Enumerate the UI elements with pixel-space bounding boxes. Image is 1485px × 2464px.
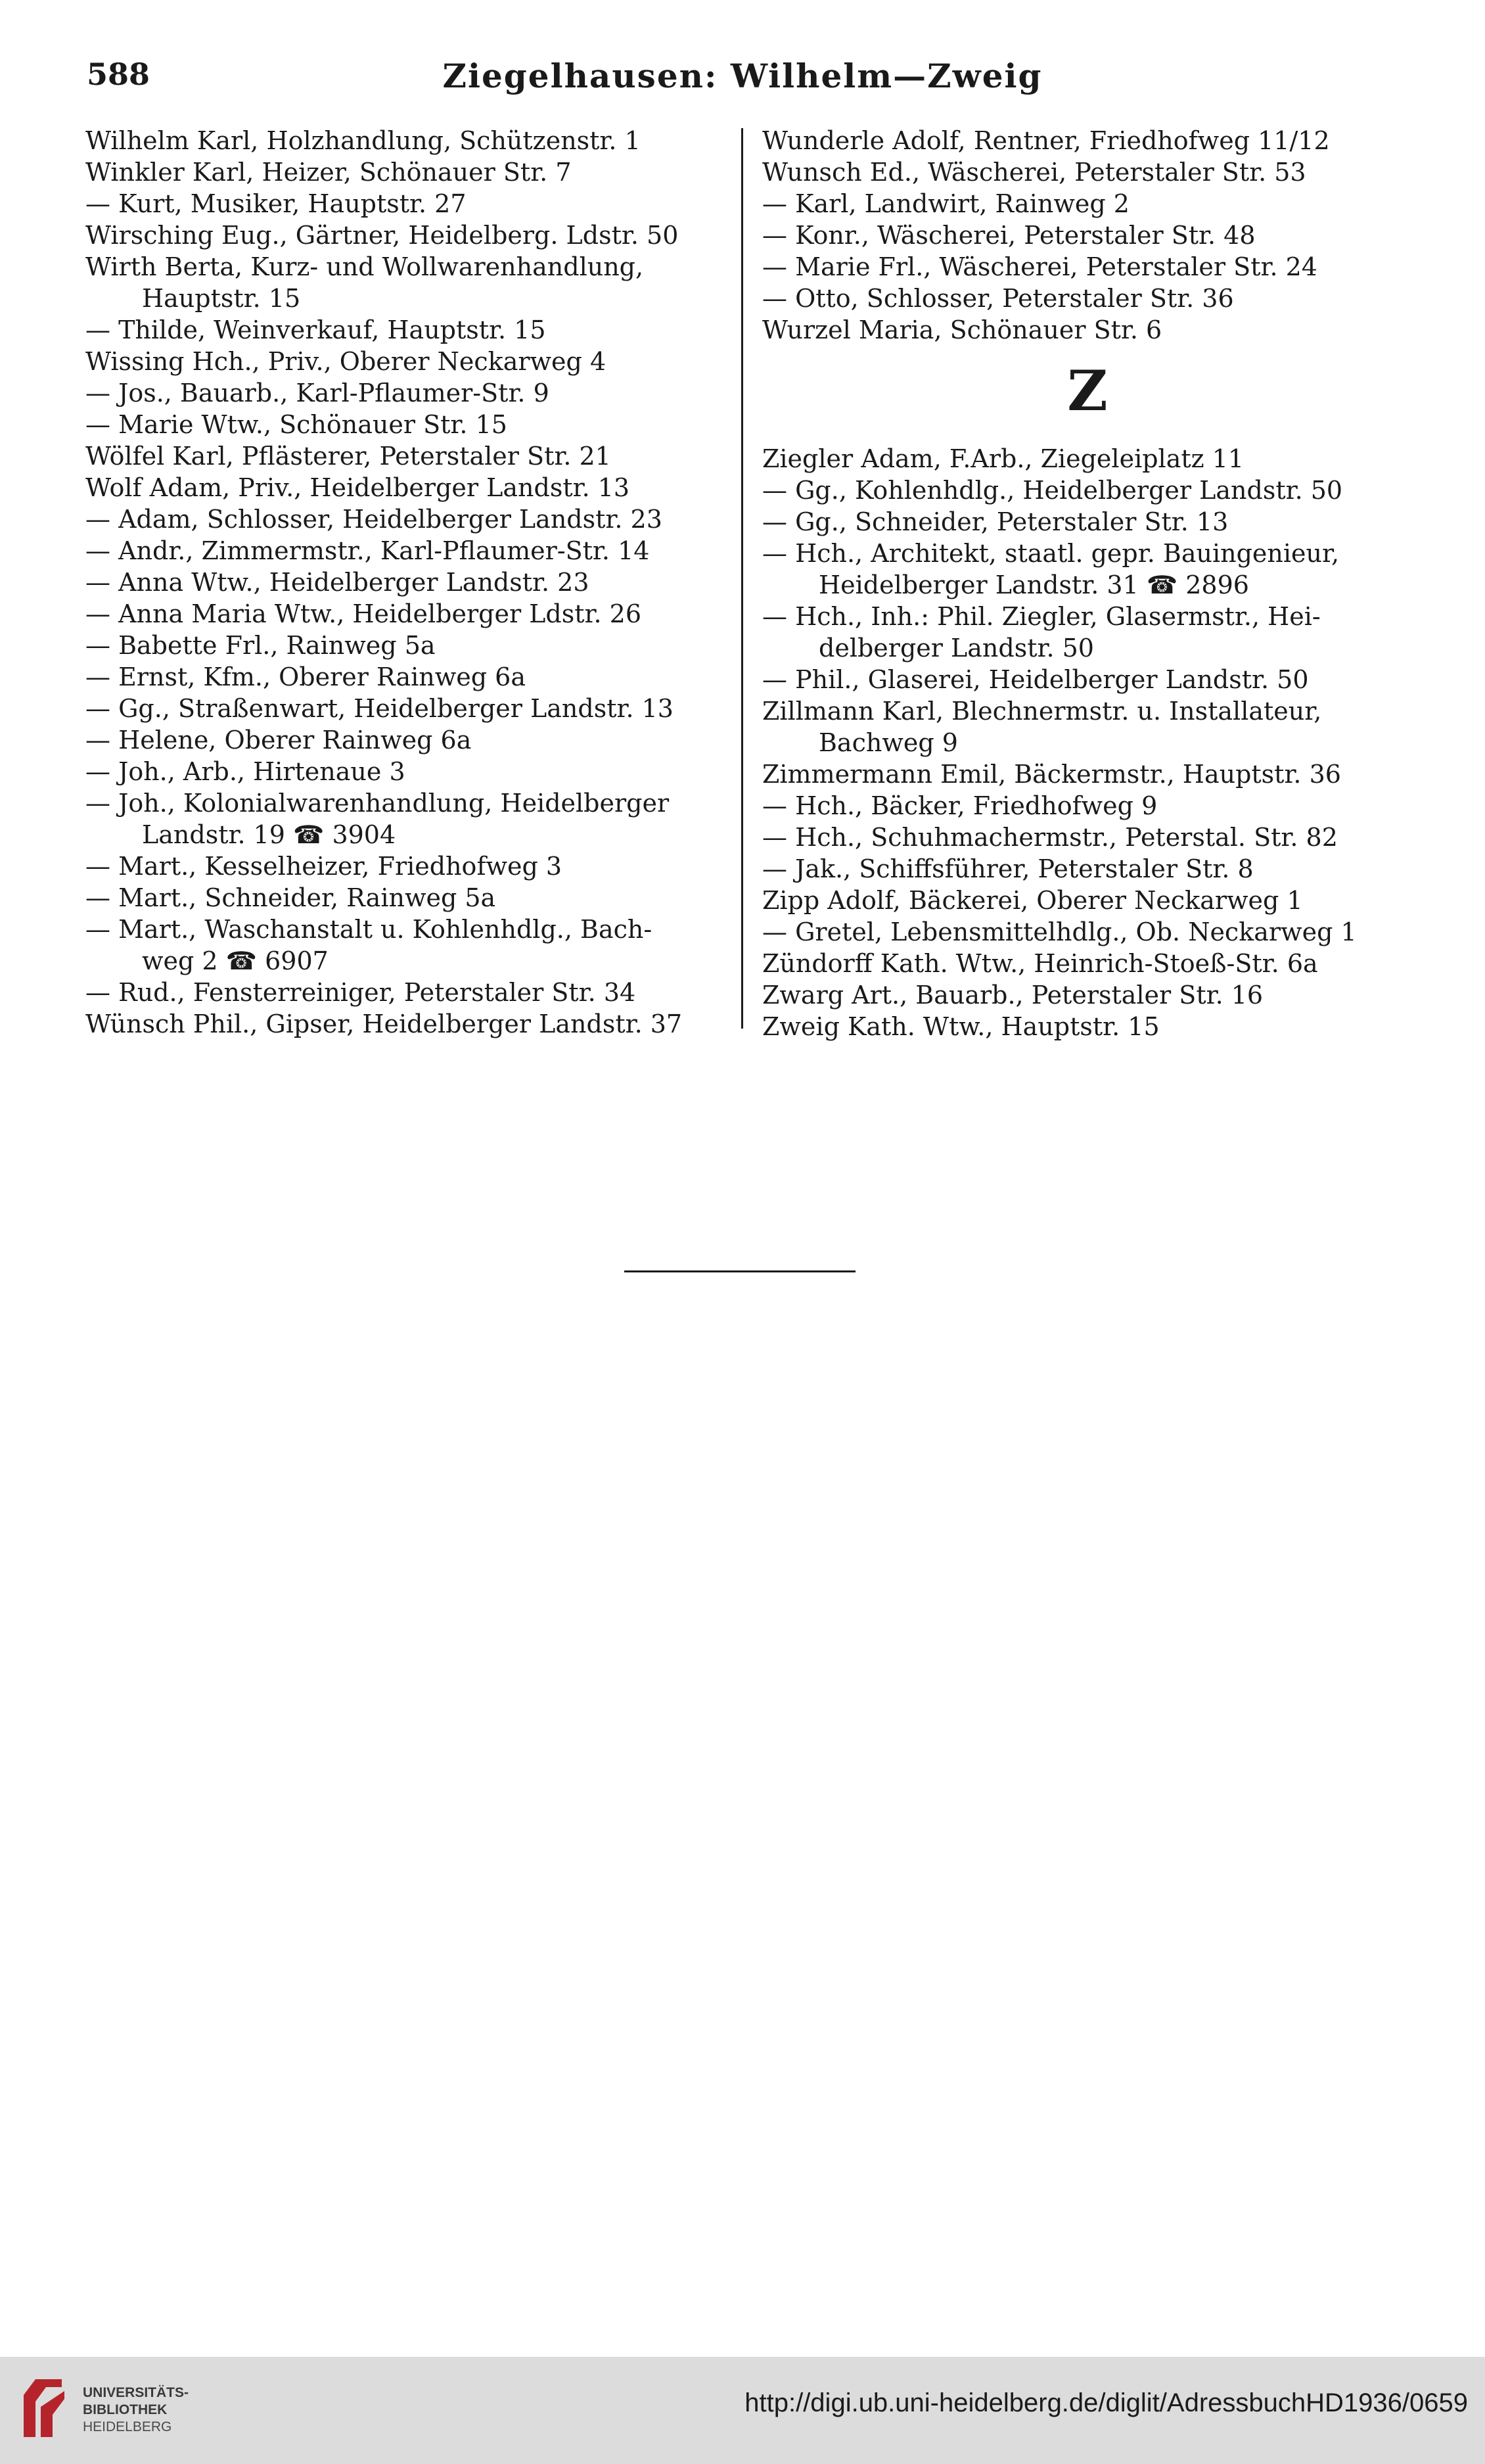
directory-entry: — Babette Frl., Rainweg 5a [85,631,436,660]
directory-entry: — Gg., Kohlenhdlg., Heidelberger Landstr. 50 [762,476,1343,505]
logo-line-1: UNIVERSITÄTS- [83,2385,189,2400]
directory-entry: Wirth Berta, Kurz- und Wollwarenhandlung, [85,252,644,281]
directory-entry: — Adam, Schlosser, Heidelberger Landstr. 23 [85,505,662,534]
directory-entry: — Mart., Schneider, Rainweg 5a [85,883,496,912]
directory-entry: — Jos., Bauarb., Karl-Pflaumer-Str. 9 [85,379,549,407]
directory-entry: — Gretel, Lebensmittelhdlg., Ob. Neckarweg 1 [762,918,1357,946]
directory-entry: — Anna Wtw., Heidelberger Landstr. 23 [85,568,589,597]
directory-entry: — Gg., Straßenwart, Heidelberger Landstr. 13 [85,694,674,723]
directory-entry: Ziegler Adam, F.Arb., Ziegeleiplatz 11 [762,444,1245,473]
directory-entry: Wunsch Ed., Wäscherei, Peterstaler Str. 53 [762,158,1306,187]
directory-entry: — Andr., Zimmermstr., Karl-Pflaumer-Str. 14 [85,536,650,565]
directory-entry: Zimmermann Emil, Bäckermstr., Hauptstr. 36 [762,760,1341,789]
logo-line-2: BIBLIOTHEK [83,2402,168,2417]
directory-entry: Zündorff Kath. Wtw., Heinrich-Stoeß-Str. 6a [762,949,1318,978]
source-url-link[interactable]: http://digi.ub.uni-heidelberg.de/diglit/AdressbuchHD1936/0659 [744,2388,1468,2417]
right-column-top [762,125,1413,346]
directory-entry: — Gg., Schneider, Peterstaler Str. 13 [762,507,1229,536]
directory-entry: — Phil., Glaserei, Heidelberger Landstr. 50 [762,665,1309,694]
directory-entry: — Anna Maria Wtw., Heidelberger Ldstr. 26 [85,599,642,628]
directory-entry: Wunderle Adolf, Rentner, Friedhofweg 11/12 [762,126,1330,155]
column-divider [741,128,743,1029]
directory-entry: Zipp Adolf, Bäckerei, Oberer Neckarweg 1 [762,886,1303,915]
left-column [85,125,742,1040]
right-column-bottom [762,443,1413,1042]
directory-entry: Zweig Kath. Wtw., Hauptstr. 15 [762,1012,1160,1041]
directory-entry: Wölfel Karl, Pflästerer, Peterstaler Str. 21 [85,442,611,471]
logo-line-3: HEIDELBERG [83,2419,172,2434]
directory-entry: — Helene, Oberer Rainweg 6a [85,726,472,755]
directory-entry: — Mart., Waschanstalt u. Kohlenhdlg., Bach- [85,915,652,944]
directory-entry: — Rud., Fensterreiniger, Peterstaler Str. 34 [85,978,636,1007]
directory-entry: Bachweg 9 [819,728,958,757]
directory-entry: Wilhelm Karl, Holzhandlung, Schützenstr. 1 [85,126,641,155]
directory-entry: Winkler Karl, Heizer, Schönauer Str. 7 [85,158,572,187]
running-head: Ziegelhausen: Wilhelm—Zweig [442,57,1043,95]
page-number: 588 [87,57,150,92]
directory-entry: — Otto, Schlosser, Peterstaler Str. 36 [762,284,1234,313]
directory-entry: — Joh., Arb., Hirtenaue 3 [85,757,405,786]
end-rule [624,1270,856,1272]
right-column [762,125,1413,1042]
directory-entry: — Hch., Inh.: Phil. Ziegler, Glasermstr., Hei- [762,602,1321,631]
directory-entry: Zillmann Karl, Blechnermstr. u. Installateur, [762,697,1322,726]
directory-entry: Wolf Adam, Priv., Heidelberger Landstr. 13 [85,473,630,502]
library-logo-icon [16,2375,72,2441]
directory-entry: Hauptstr. 15 [142,284,301,313]
directory-entry: Wurzel Maria, Schönauer Str. 6 [762,315,1162,344]
library-logo-text [83,2384,189,2436]
directory-entry: Wissing Hch., Priv., Oberer Neckarweg 4 [85,347,606,376]
directory-entry: Wirsching Eug., Gärtner, Heidelberg. Ldstr. 50 [85,221,679,250]
directory-entry: — Ernst, Kfm., Oberer Rainweg 6a [85,662,526,691]
directory-entry: — Thilde, Weinverkauf, Hauptstr. 15 [85,315,546,344]
directory-entry: — Marie Frl., Wäscherei, Peterstaler Str. 24 [762,252,1317,281]
directory-entry: delberger Landstr. 50 [819,634,1094,662]
directory-entry: — Hch., Schuhmachermstr., Peterstal. Str. 82 [762,823,1338,852]
directory-entry: — Marie Wtw., Schönauer Str. 15 [85,410,507,439]
directory-entry: — Kurt, Musiker, Hauptstr. 27 [85,189,467,218]
directory-entry: — Mart., Kesselheizer, Friedhofweg 3 [85,852,562,881]
directory-entry: Heidelberger Landstr. 31 ☎ 2896 [819,570,1249,599]
footer-bar [0,2357,1485,2464]
directory-entry: weg 2 ☎ 6907 [142,946,329,975]
directory-entry: — Hch., Bäcker, Friedhofweg 9 [762,791,1158,820]
directory-entry: — Konr., Wäscherei, Peterstaler Str. 48 [762,221,1256,250]
directory-entry: — Karl, Landwirt, Rainweg 2 [762,189,1130,218]
directory-entry: Wünsch Phil., Gipser, Heidelberger Landstr. 37 [85,1010,683,1038]
directory-entry: — Jak., Schiffsführer, Peterstaler Str. 8 [762,854,1254,883]
directory-entry: — Joh., Kolonialwarenhandlung, Heidelberger [85,789,670,818]
directory-entry: Zwarg Art., Bauarb., Peterstaler Str. 16 [762,981,1264,1010]
section-letter-heading: Z [1067,358,1108,423]
directory-entry: Landstr. 19 ☎ 3904 [142,820,396,849]
directory-entry: — Hch., Architekt, staatl. gepr. Bauingenieur, [762,539,1340,568]
